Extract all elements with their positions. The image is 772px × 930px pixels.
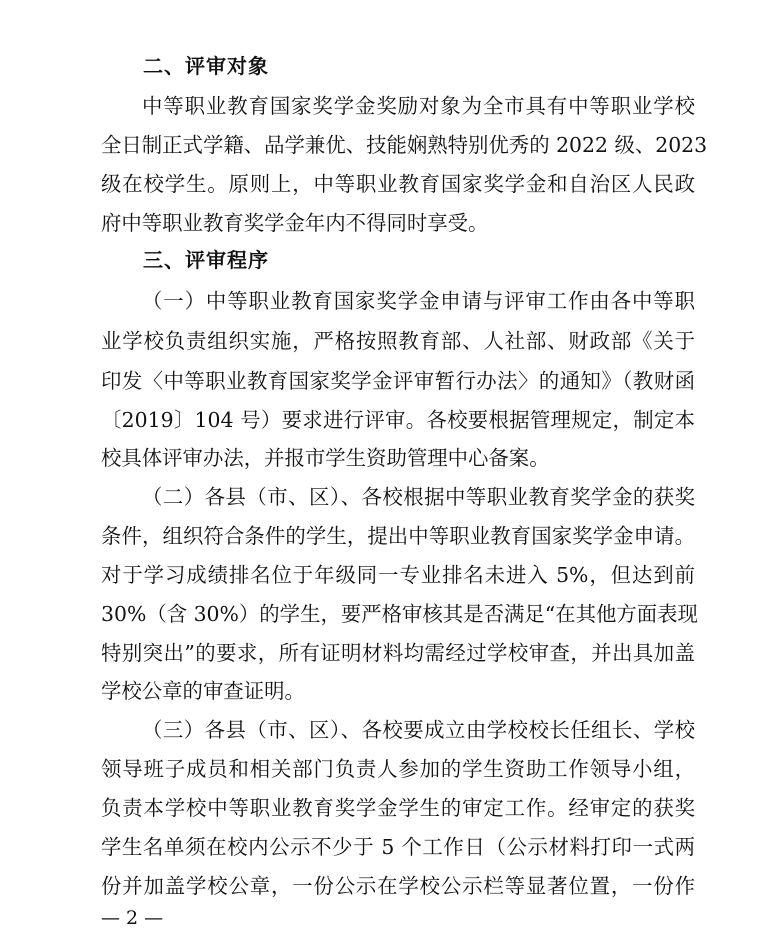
paragraph-line: 印发〈中等职业教育国家奖学金评审暂行办法〉的通知》（教财函 — [101, 369, 695, 393]
paragraph-line: 府中等职业教育奖学金年内不得同时享受。 — [101, 211, 489, 235]
paragraph-line: 条件，组织符合条件的学生，提出中等职业教育国家奖学金申请。 — [101, 524, 695, 548]
page-number: — 2 — — [101, 907, 164, 929]
paragraph-line: （二）各县（市、区）、各校根据中等职业教育奖学金的获奖 — [142, 485, 695, 509]
paragraph-line: 级在校学生。原则上，中等职业教育国家奖学金和自治区人民政 — [101, 172, 695, 196]
paragraph-line: 中等职业教育国家奖学金奖励对象为全市具有中等职业学校 — [142, 94, 695, 118]
paragraph-line: （三）各县（市、区）、各校要成立由学校校长任组长、学校 — [142, 718, 695, 742]
section-heading-review-target: 二、评审对象 — [143, 54, 269, 78]
paragraph-line: 份并加盖学校公章，一份公示在学校公示栏等显著位置，一份作 — [101, 874, 695, 898]
paragraph-line: 〔2019〕104 号）要求进行评审。各校要根据管理规定，制定本 — [101, 408, 695, 432]
paragraph-line: 学生名单须在校内公示不少于 5 个工作日（公示材料打印一式两 — [101, 835, 695, 859]
paragraph-line: （一）中等职业教育国家奖学金申请与评审工作由各中等职 — [142, 289, 695, 313]
paragraph-line: 对于学习成绩排名位于年级同一专业排名未进入 5%，但达到前 — [101, 563, 695, 587]
section-heading-review-procedure: 三、评审程序 — [143, 248, 269, 272]
paragraph-line: 业学校负责组织实施，严格按照教育部、人社部、财政部《关于 — [101, 329, 695, 353]
paragraph-line: 校具体评审办法，并报市学生资助管理中心备案。 — [101, 446, 550, 470]
paragraph-line: 负责本学校中等职业教育奖学金学生的审定工作。经审定的获奖 — [101, 796, 695, 820]
paragraph-line: 学校公章的审查证明。 — [101, 679, 305, 703]
paragraph-line: 30%（含 30%）的学生，要严格审核其是否满足“在其他方面表现 — [101, 602, 698, 626]
paragraph-line: 全日制正式学籍、品学兼优、技能娴熟特别优秀的 2022 级、2023 — [101, 133, 708, 157]
paragraph-line: 领导班子成员和相关部门负责人参加的学生资助工作领导小组， — [101, 757, 695, 781]
paragraph-line: 特别突出”的要求，所有证明材料均需经过学校审查，并出具加盖 — [101, 641, 695, 665]
